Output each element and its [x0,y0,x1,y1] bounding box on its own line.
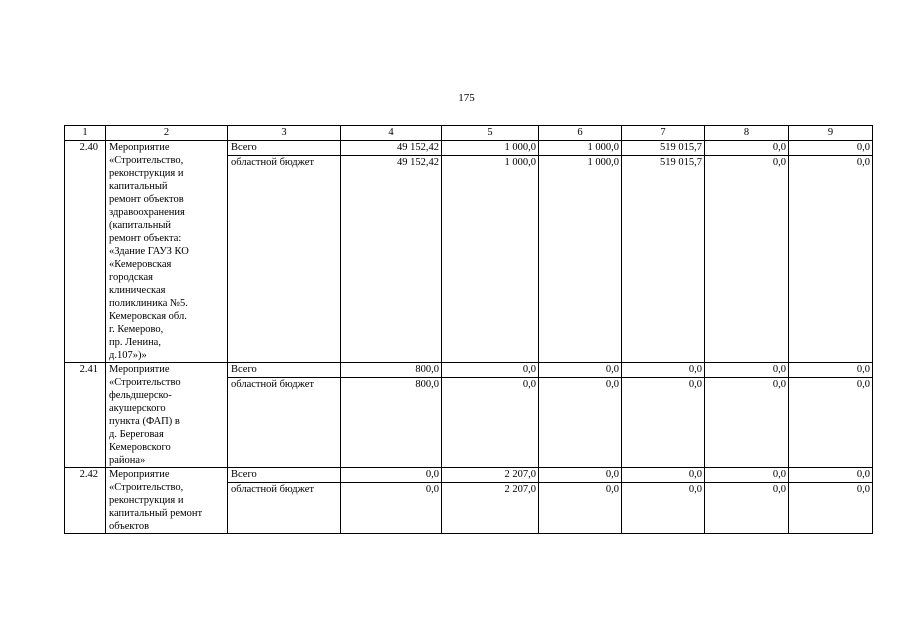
event-text-line: д. Береговая [109,429,164,440]
funding-source: областной бюджет [228,378,341,468]
event-description [106,141,228,363]
event-text-line: клиническая [109,285,166,296]
amount-cell: 0,0 [341,483,442,534]
row-number: 2.40 [65,141,106,363]
event-text-line: «Кемеровская [109,259,172,270]
event-text-line: г. Кемерово, [109,324,164,335]
event-description [106,468,228,534]
column-header: 6 [539,126,622,141]
column-header: 5 [442,126,539,141]
event-text-line: Кемеровского [109,442,171,453]
event-text-line: «Строительство, [109,482,184,493]
event-text-line: «Здание ГАУЗ КО [109,246,189,257]
amount-cell: 1 000,0 [442,141,539,156]
amount-cell: 0,0 [789,156,873,363]
amount-cell: 0,0 [622,363,705,378]
event-text-line: д.107»)» [109,350,147,361]
amount-cell: 1 000,0 [539,156,622,363]
amount-cell: 0,0 [539,483,622,534]
event-text-line: Мероприятие [109,364,170,375]
event-text-line: городская [109,272,153,283]
event-text-line: «Строительство, [109,155,184,166]
event-text-line: ремонт объекта: [109,233,182,244]
event-text-line: поликлиника №5. [109,298,188,309]
row-number: 2.42 [65,468,106,534]
amount-cell: 800,0 [341,363,442,378]
amount-cell: 2 207,0 [442,468,539,483]
event-text-line: (капитальный [109,220,171,231]
amount-cell: 0,0 [539,363,622,378]
header-row [65,126,873,141]
amount-cell: 0,0 [705,363,789,378]
column-header: 9 [789,126,873,141]
amount-cell: 0,0 [622,483,705,534]
amount-cell: 0,0 [705,378,789,468]
amount-cell: 0,0 [789,483,873,534]
event-text-line: Мероприятие [109,469,170,480]
event-text-line: фельдшерско- [109,390,172,401]
event-text-line: акушерского [109,403,166,414]
amount-cell: 519 015,7 [622,141,705,156]
column-header: 4 [341,126,442,141]
column-header: 2 [106,126,228,141]
event-text-line: капитальный ремонт [109,508,203,519]
amount-cell: 0,0 [539,468,622,483]
column-header: 7 [622,126,705,141]
event-text-line: Кемеровская обл. [109,311,187,322]
funding-source: областной бюджет [228,483,341,534]
amount-cell: 0,0 [789,378,873,468]
amount-cell: 1 000,0 [539,141,622,156]
table-row [65,363,873,378]
amount-cell: 0,0 [442,378,539,468]
event-description [106,363,228,468]
amount-cell: 2 207,0 [442,483,539,534]
table-row [65,468,873,483]
column-header: 3 [228,126,341,141]
amount-cell: 0,0 [705,468,789,483]
column-header: 8 [705,126,789,141]
amount-cell: 0,0 [622,378,705,468]
event-text-line: «Строительство [109,377,181,388]
event-text-line: ремонт объектов [109,194,184,205]
amount-cell: 0,0 [705,156,789,363]
amount-cell: 49 152,42 [341,156,442,363]
amount-cell: 49 152,42 [341,141,442,156]
event-text-line: района» [109,455,146,466]
funding-source: областной бюджет [228,156,341,363]
column-header: 1 [65,126,106,141]
row-number: 2.41 [65,363,106,468]
amount-cell: 0,0 [341,468,442,483]
amount-cell: 0,0 [705,483,789,534]
budget-table [64,125,873,534]
amount-cell: 800,0 [341,378,442,468]
event-text-line: Мероприятие [109,142,170,153]
event-text-line: здравоохранения [109,207,185,218]
funding-source: Всего [228,468,341,483]
amount-cell: 0,0 [442,363,539,378]
amount-cell: 0,0 [539,378,622,468]
amount-cell: 0,0 [789,141,873,156]
amount-cell: 0,0 [705,141,789,156]
event-text-line: пр. Ленина, [109,337,161,348]
page-number: 175 [458,92,475,104]
table-row [65,141,873,156]
event-text-line: объектов [109,521,150,532]
event-text-line: капитальный [109,181,168,192]
amount-cell: 1 000,0 [442,156,539,363]
amount-cell: 0,0 [789,468,873,483]
event-text-line: пункта (ФАП) в [109,416,180,427]
event-text-line: реконструкция и [109,168,184,179]
funding-source: Всего [228,363,341,378]
amount-cell: 519 015,7 [622,156,705,363]
funding-source: Всего [228,141,341,156]
amount-cell: 0,0 [789,363,873,378]
event-text-line: реконструкция и [109,495,184,506]
amount-cell: 0,0 [622,468,705,483]
